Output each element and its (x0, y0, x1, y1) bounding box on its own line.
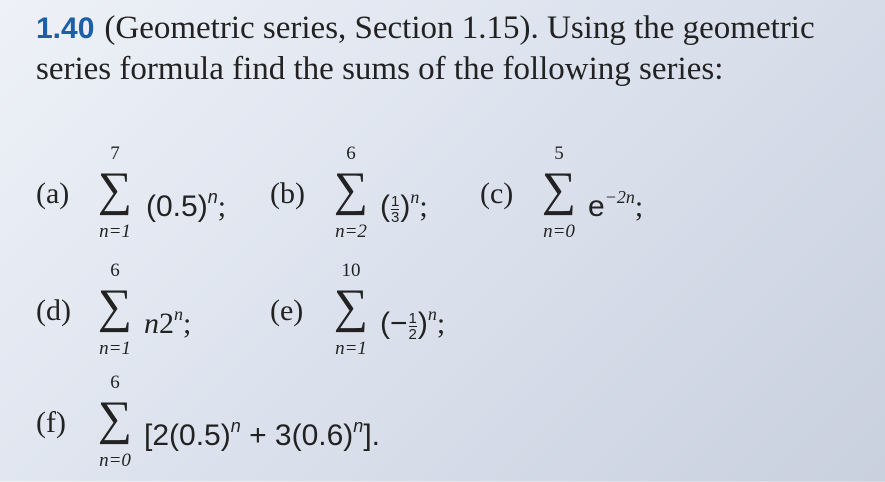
term-c-exp: −2n (604, 187, 635, 207)
fraction-b (391, 194, 399, 225)
upper-limit-a: 7 (110, 143, 120, 164)
label-f: (f) (36, 406, 66, 439)
term-f-part2: + 3(0.6) (240, 419, 354, 452)
term-d (144, 294, 191, 344)
lower-limit-c: n=0 (543, 221, 575, 242)
upper-limit-f: 6 (110, 372, 120, 393)
sum-b (328, 143, 374, 253)
term-b (380, 177, 428, 227)
term-a (146, 177, 226, 227)
problem-intro (36, 8, 856, 90)
sigma-symbol: ∑ (333, 280, 369, 333)
term-f-part1: [2(0.5) (144, 419, 231, 452)
sigma-symbol: ∑ (333, 163, 369, 216)
problem-number: 1.40 (36, 12, 95, 45)
label-b: (b) (270, 177, 305, 210)
sigma-symbol: ∑ (97, 163, 133, 216)
series-row-2 (36, 260, 876, 370)
fraction-b-num: 1 (391, 192, 400, 210)
lower-limit-d: n=1 (99, 338, 131, 359)
upper-limit-d: 6 (110, 260, 120, 281)
term-e-tail: ; (436, 307, 446, 340)
term-d-exp: n (174, 304, 183, 324)
term-a-exp: n (207, 187, 218, 207)
fraction-b-den: 3 (391, 208, 400, 226)
fraction-e (409, 311, 417, 342)
sum-d (92, 260, 138, 370)
fraction-e-num: 1 (408, 309, 417, 327)
term-f-exp2: n (353, 416, 364, 436)
term-b-tail: ; (419, 190, 428, 223)
sum-a (92, 143, 138, 253)
term-f-tail: ]. (363, 419, 380, 452)
term-e (380, 294, 445, 344)
lower-limit-e: n=1 (335, 338, 367, 359)
sum-e (328, 260, 374, 370)
problem-statement (36, 8, 856, 90)
sigma-symbol: ∑ (97, 280, 133, 333)
term-b-open: ( (380, 190, 390, 223)
term-b-close: ) (400, 190, 411, 223)
upper-limit-b: 6 (346, 143, 356, 164)
term-c-tail: ; (634, 190, 644, 223)
fraction-e-den: 2 (408, 325, 417, 343)
lower-limit-b: n=2 (335, 221, 367, 242)
term-d-tail: ; (183, 307, 192, 340)
label-a: (a) (36, 177, 70, 210)
label-e: (e) (270, 294, 304, 327)
label-d: (d) (36, 294, 71, 327)
lower-limit-f: n=0 (99, 450, 131, 471)
term-e-exp: n (427, 304, 437, 324)
term-f (144, 406, 380, 456)
term-b-exp: n (410, 187, 420, 207)
term-d-base: 2 (159, 307, 174, 340)
series-row-1 (36, 143, 876, 253)
term-f-exp1: n (230, 416, 241, 436)
label-c: (c) (480, 177, 514, 210)
series-row-3 (36, 372, 876, 482)
term-d-coef: n (144, 307, 159, 340)
term-a-base: (0.5) (146, 190, 208, 223)
sum-c (536, 143, 582, 253)
term-a-tail: ; (217, 190, 227, 223)
problem-text: (Geometric series, Section 1.15). Using the geometric series formula find the sums of the following series: (36, 10, 815, 87)
upper-limit-c: 5 (554, 143, 564, 164)
sum-f (92, 372, 138, 482)
sigma-symbol: ∑ (97, 392, 133, 445)
upper-limit-e: 10 (341, 260, 361, 281)
term-e-open: (− (380, 307, 408, 340)
sigma-symbol: ∑ (541, 163, 577, 216)
term-e-close: ) (417, 307, 428, 340)
term-c (588, 177, 643, 227)
term-c-base: e (588, 190, 605, 223)
lower-limit-a: n=1 (99, 221, 131, 242)
